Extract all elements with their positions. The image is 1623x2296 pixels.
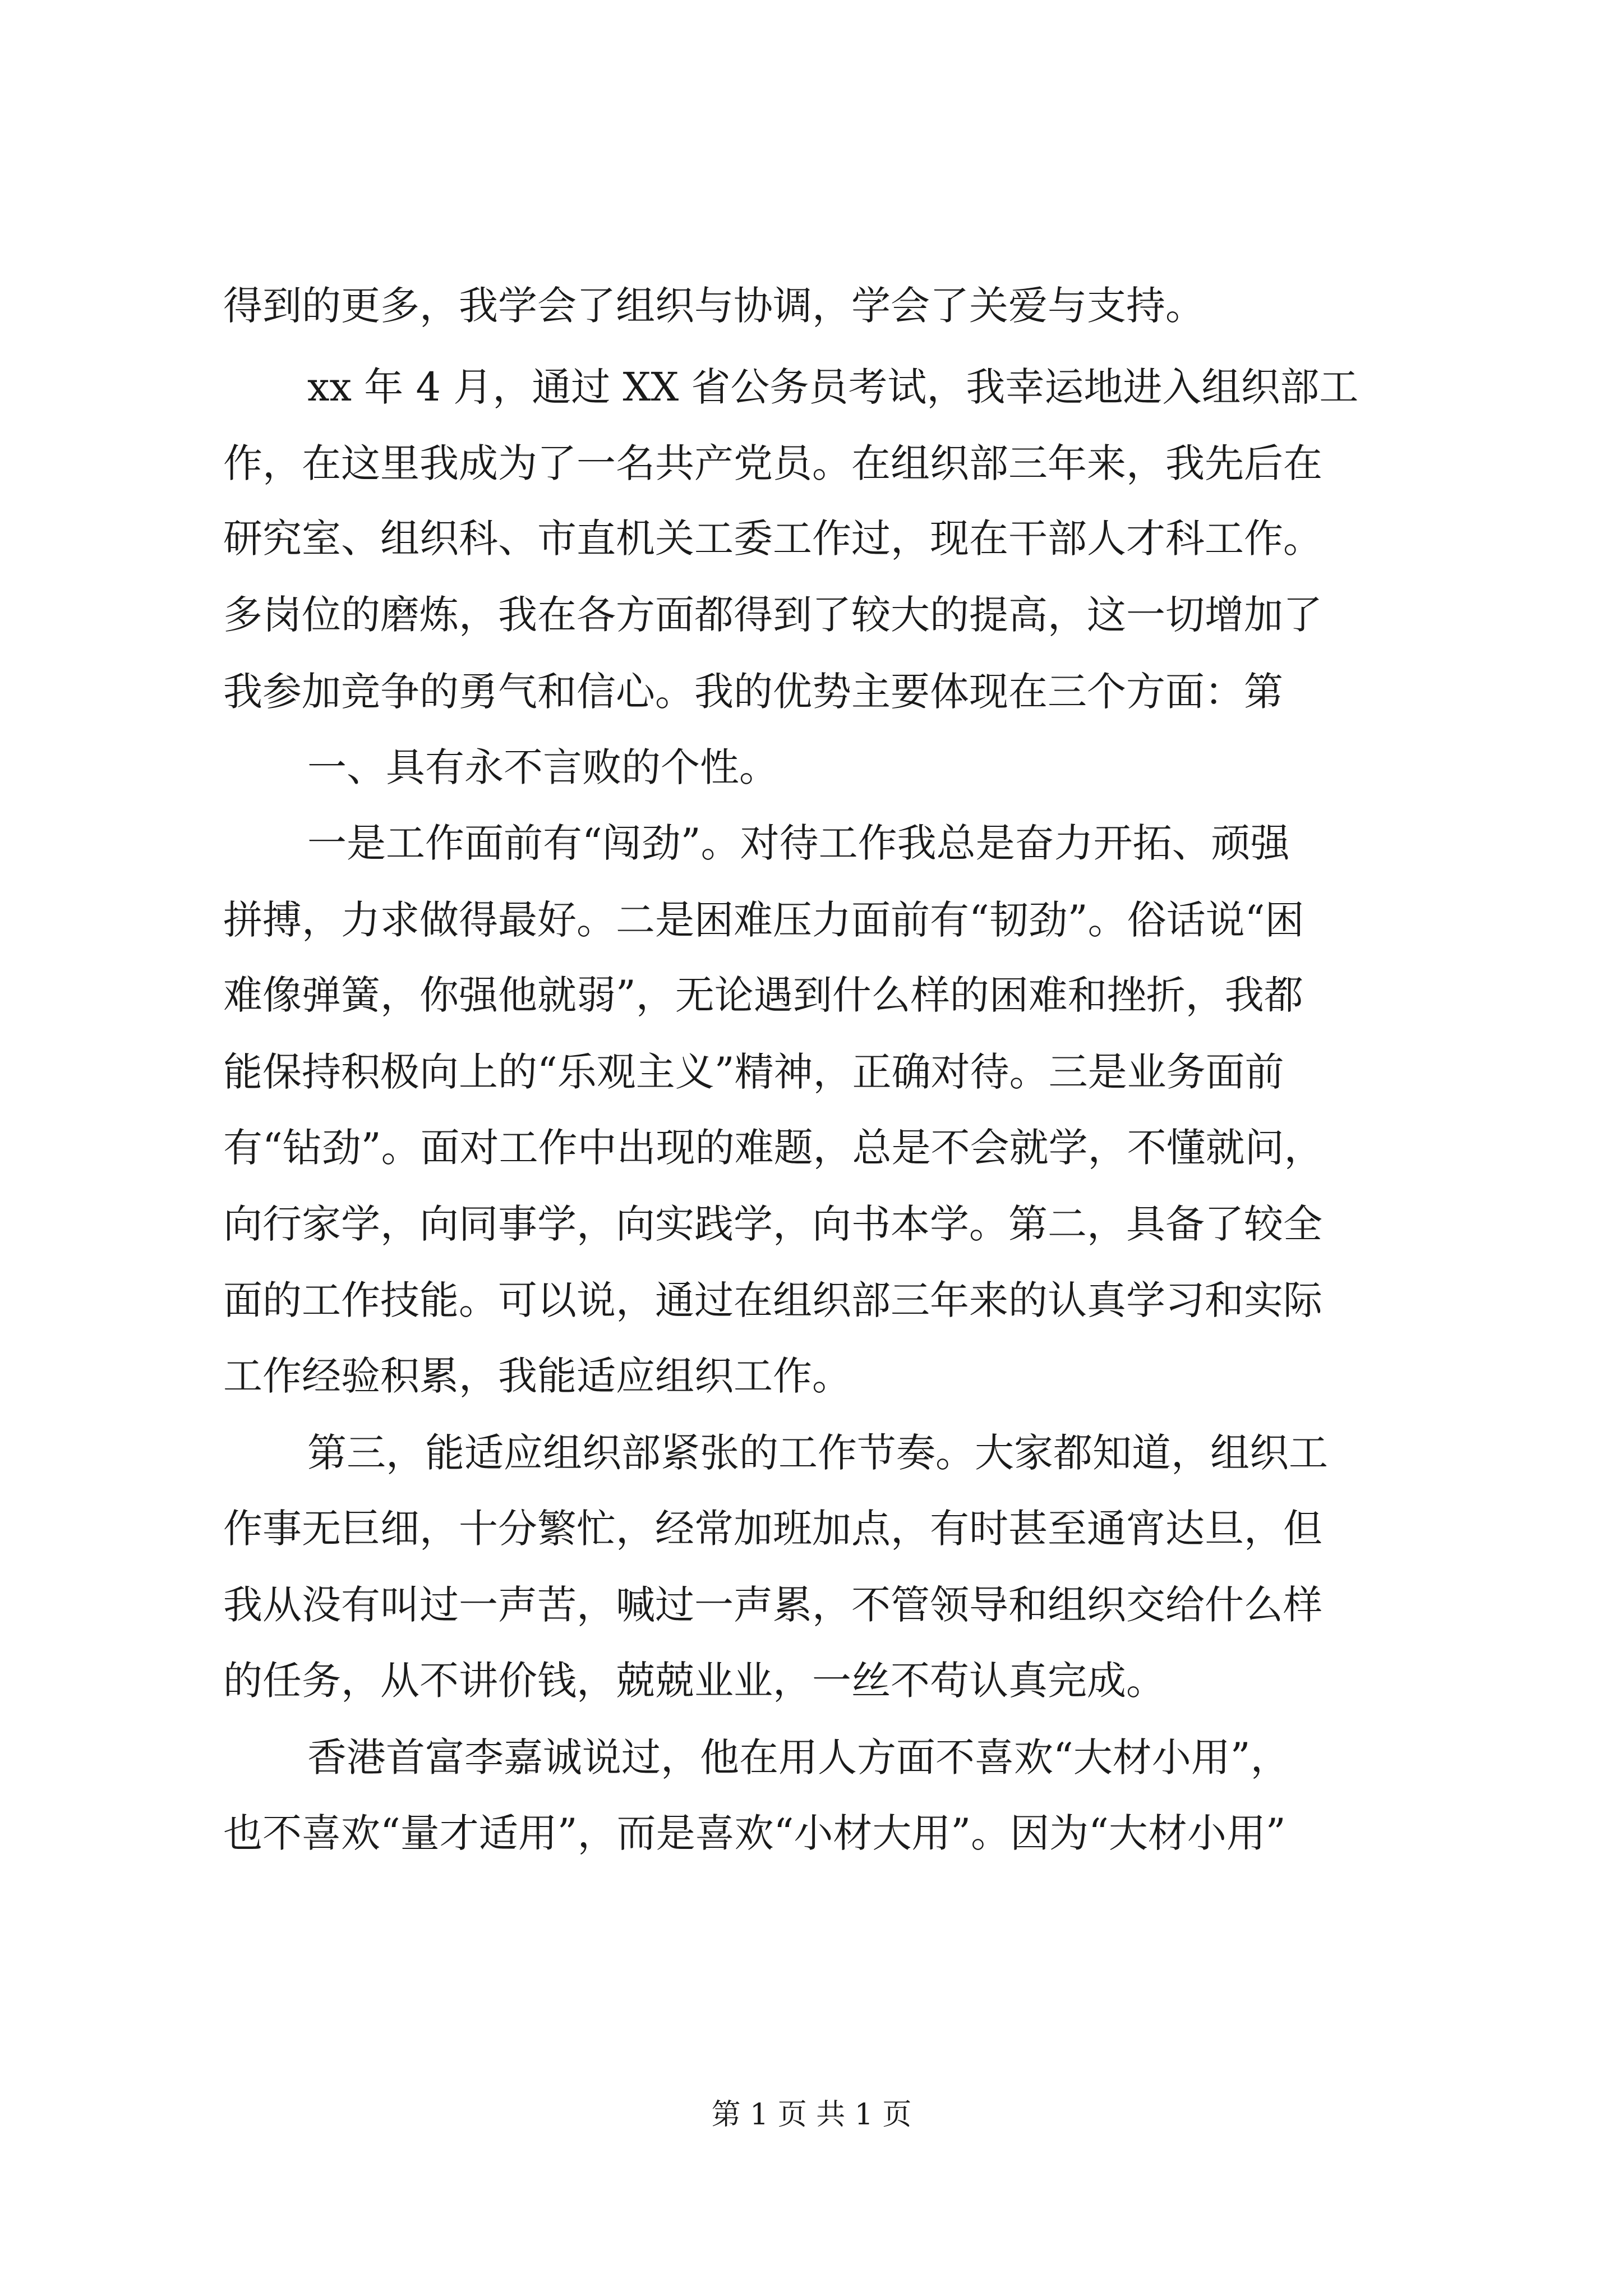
text-line-15: 工作经验积累，我能适应组织工作。 xyxy=(223,1353,851,1399)
text-line-20: 香港首富李嘉诚说过，他在用人方面不喜欢“大材小用”， xyxy=(307,1734,1290,1780)
text-line-1: 得到的更多，我学会了组织与协调，学会了关爱与支持。 xyxy=(223,283,1205,329)
text-line-10: 难像弹簧，你强他就弱”，无论遇到什么样的困难和挫折，我都 xyxy=(223,972,1303,1018)
text-line-11: 能保持积极向上的“乐观主义”精神，正确对待。三是业务面前 xyxy=(223,1049,1284,1095)
text-line-13: 向行家学，向同事学，向实践学，向书本学。第二，具备了较全 xyxy=(223,1201,1322,1247)
text-line-17: 作事无巨细，十分繁忙，经常加班加点，有时甚至通宵达旦，但 xyxy=(223,1506,1322,1552)
text-line-3: 作，在这里我成为了一名共产党员。在组织部三年来，我先后在 xyxy=(223,440,1322,486)
text-line-21: 也不喜欢“量才适用”，而是喜欢“小材大用”。因为“大材小用” xyxy=(223,1810,1286,1856)
text-line-12: 有“钻劲”。面对工作中出现的难题，总是不会就学，不懂就问， xyxy=(223,1125,1324,1171)
text-line-14: 面的工作技能。可以说，通过在组织部三年来的认真学习和实际 xyxy=(223,1277,1322,1323)
text-line-9: 拼搏，力求做得最好。二是困难压力面前有“韧劲”。俗话说“困 xyxy=(223,897,1304,943)
text-line-7: 一、具有永不言败的个性。 xyxy=(307,744,778,790)
page-footer: 第 1 页 共 1 页 xyxy=(711,2098,912,2132)
text-line-18: 我从没有叫过一声苦，喊过一声累，不管领导和组织交给什么样 xyxy=(223,1582,1322,1628)
text-line-16: 第三，能适应组织部紧张的工作节奏。大家都知道，组织工 xyxy=(307,1430,1328,1476)
text-line-6: 我参加竞争的勇气和信心。我的优势主要体现在三个方面：第 xyxy=(223,669,1283,715)
text-line-2: xx 年 4 月，通过 XX 省公务员考试，我幸运地进入组织部工 xyxy=(307,364,1359,410)
text-line-5: 多岗位的磨炼，我在各方面都得到了较大的提高，这一切增加了 xyxy=(223,592,1322,638)
text-line-4: 研究室、组织科、市直机关工委工作过，现在干部人才科工作。 xyxy=(223,516,1322,562)
text-line-8: 一是工作面前有“闯劲”。对待工作我总是奋力开拓、顽强 xyxy=(307,820,1290,866)
text-line-19: 的任务，从不讲价钱，兢兢业业，一丝不苟认真完成。 xyxy=(223,1658,1165,1704)
